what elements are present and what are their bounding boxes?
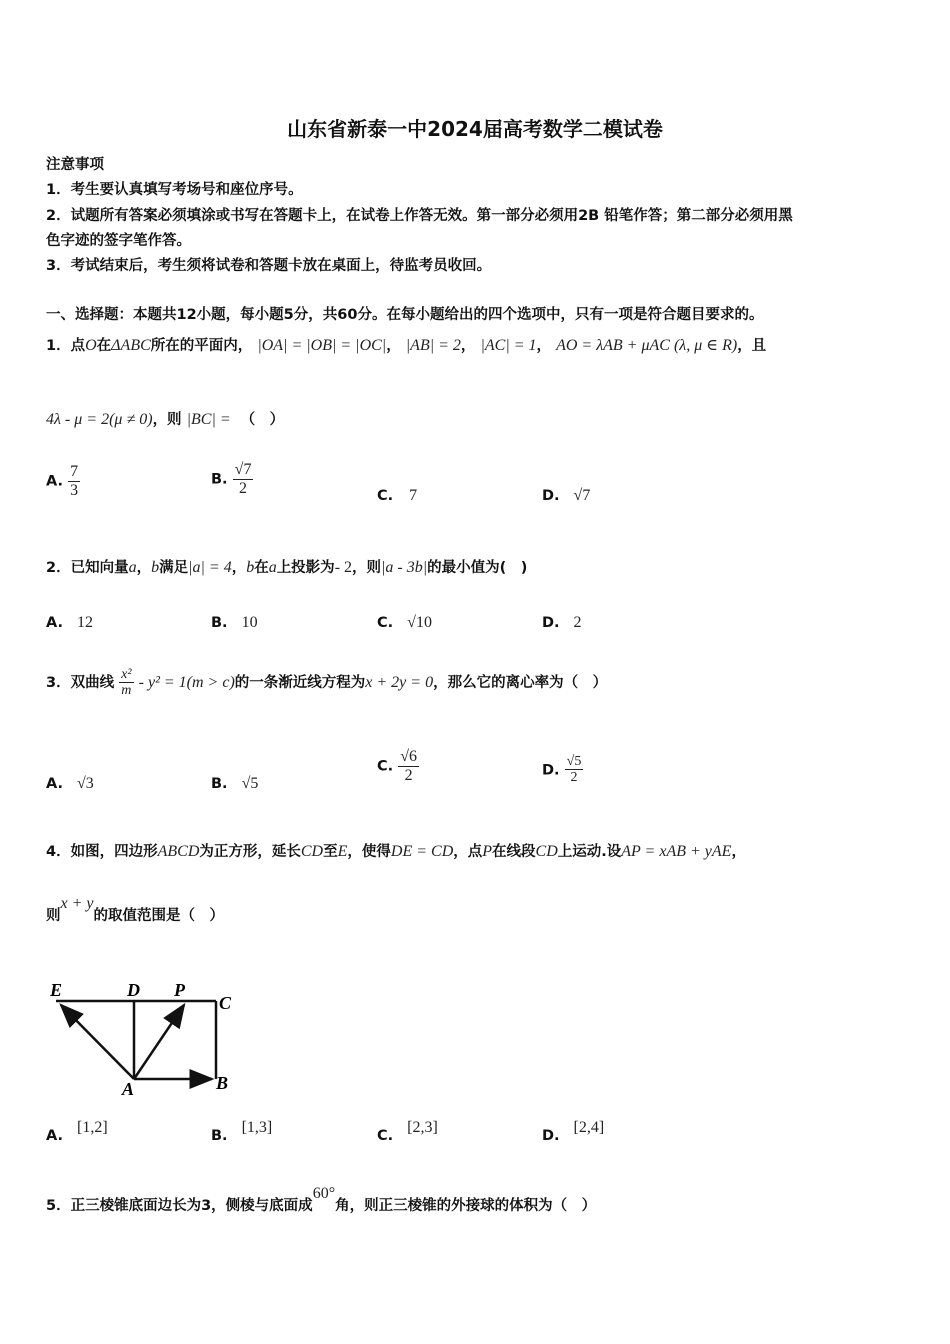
label-c: C: [219, 993, 232, 1013]
option-d[interactable]: D. 2: [542, 614, 582, 631]
question-3: 3．双曲线 $\frac{\text{x²}}{m}$ - y² = 1(m > c)的一条渐近线方程为x + 2y = 0，那么它的离心率为（ ）: [46, 667, 608, 699]
vector-ae: [61, 1005, 134, 1079]
option-a[interactable]: A. $\frac{7}{3}$: [46, 463, 79, 499]
option-a[interactable]: A. √3: [46, 775, 94, 792]
option-d[interactable]: D. √7: [542, 487, 591, 504]
option-c[interactable]: C. [2,3]: [377, 1119, 438, 1144]
notice-item: 色字迹的签字笔作答。: [46, 233, 191, 249]
equation: AO = λAB + μAC (λ, μ ∈ R): [556, 337, 738, 354]
option-b[interactable]: B. 10: [211, 614, 258, 631]
vector-ap: [134, 1005, 184, 1079]
option-a[interactable]: A. 12: [46, 614, 93, 631]
notice-heading: 注意事项: [46, 157, 104, 173]
notice-item: 1．考生要认真填写考场号和座位序号。: [46, 182, 303, 198]
question-1-line-1: 1．点O在ΔABC所在的平面内， |OA| = |OB| = |OC|， |AB| = 2， |AC| = 1， AO = λAB + μAC (λ, μ ∈ R)，且: [46, 337, 767, 354]
label-b: B: [216, 1073, 229, 1093]
option-c[interactable]: C. $\frac{√6}{2}$: [377, 748, 418, 784]
notice-item: 3．考试结束后，考生须将试卷和答题卡放在桌面上，待监考员收回。: [46, 258, 492, 274]
option-b[interactable]: B. $\frac{√7}{2}$: [211, 461, 252, 497]
label-d: D: [127, 980, 140, 1000]
equation: |BC| =: [186, 411, 231, 428]
label-p: P: [174, 980, 185, 1000]
label-e: E: [50, 980, 63, 1000]
section-heading: 一、选择题：本题共12小题，每小题5分，共60分。在每小题给出的四个选项中，只有一项是符合题目要求的。: [46, 307, 764, 323]
equation: |AC| = 1: [480, 337, 537, 354]
option-d[interactable]: D. $\frac{√5}{2}$: [542, 754, 582, 786]
page-title: 山东省新泰一中2024届高考数学二模试卷: [287, 117, 663, 141]
equation: 4λ - μ = 2(μ ≠ 0): [46, 411, 153, 428]
question-1-line-2: 4λ - μ = 2(μ ≠ 0)，则 |BC| = （ ）: [46, 411, 285, 428]
square-figure: [44, 976, 244, 1098]
notice-item: 2．试题所有答案必须填涂或书写在答题卡上，在试卷上作答无效。第一部分必须用2B 铅笔作答；第二部分必须用黑: [46, 208, 793, 224]
question-4-line-2: 则x + y的取值范围是（ ）: [46, 895, 224, 924]
equation: |OA| = |OB| = |OC|: [257, 337, 387, 354]
option-c[interactable]: C. 7: [377, 487, 418, 504]
option-c[interactable]: C. √10: [377, 614, 432, 631]
option-a[interactable]: A. [1,2]: [46, 1119, 108, 1144]
option-b[interactable]: B. √5: [211, 775, 259, 792]
question-4-line-1: 4．如图，四边形ABCD为正方形，延长CD至E，使得DE = CD，点P在线段CD上运动.设AP = xAB + yAE，: [46, 843, 746, 860]
question-5: 5．正三棱锥底面边长为3，侧棱与底面成60°角，则正三棱锥的外接球的体积为（ ）: [46, 1185, 597, 1214]
option-b[interactable]: B. [1,3]: [211, 1119, 273, 1144]
option-d[interactable]: D. [2,4]: [542, 1119, 605, 1144]
equation: |AB| = 2: [405, 337, 461, 354]
question-2: 2．已知向量a，b满足|a| = 4，b在a上投影为- 2，则|a - 3b|的最小值为( ): [46, 559, 528, 576]
label-a: A: [122, 1079, 135, 1098]
